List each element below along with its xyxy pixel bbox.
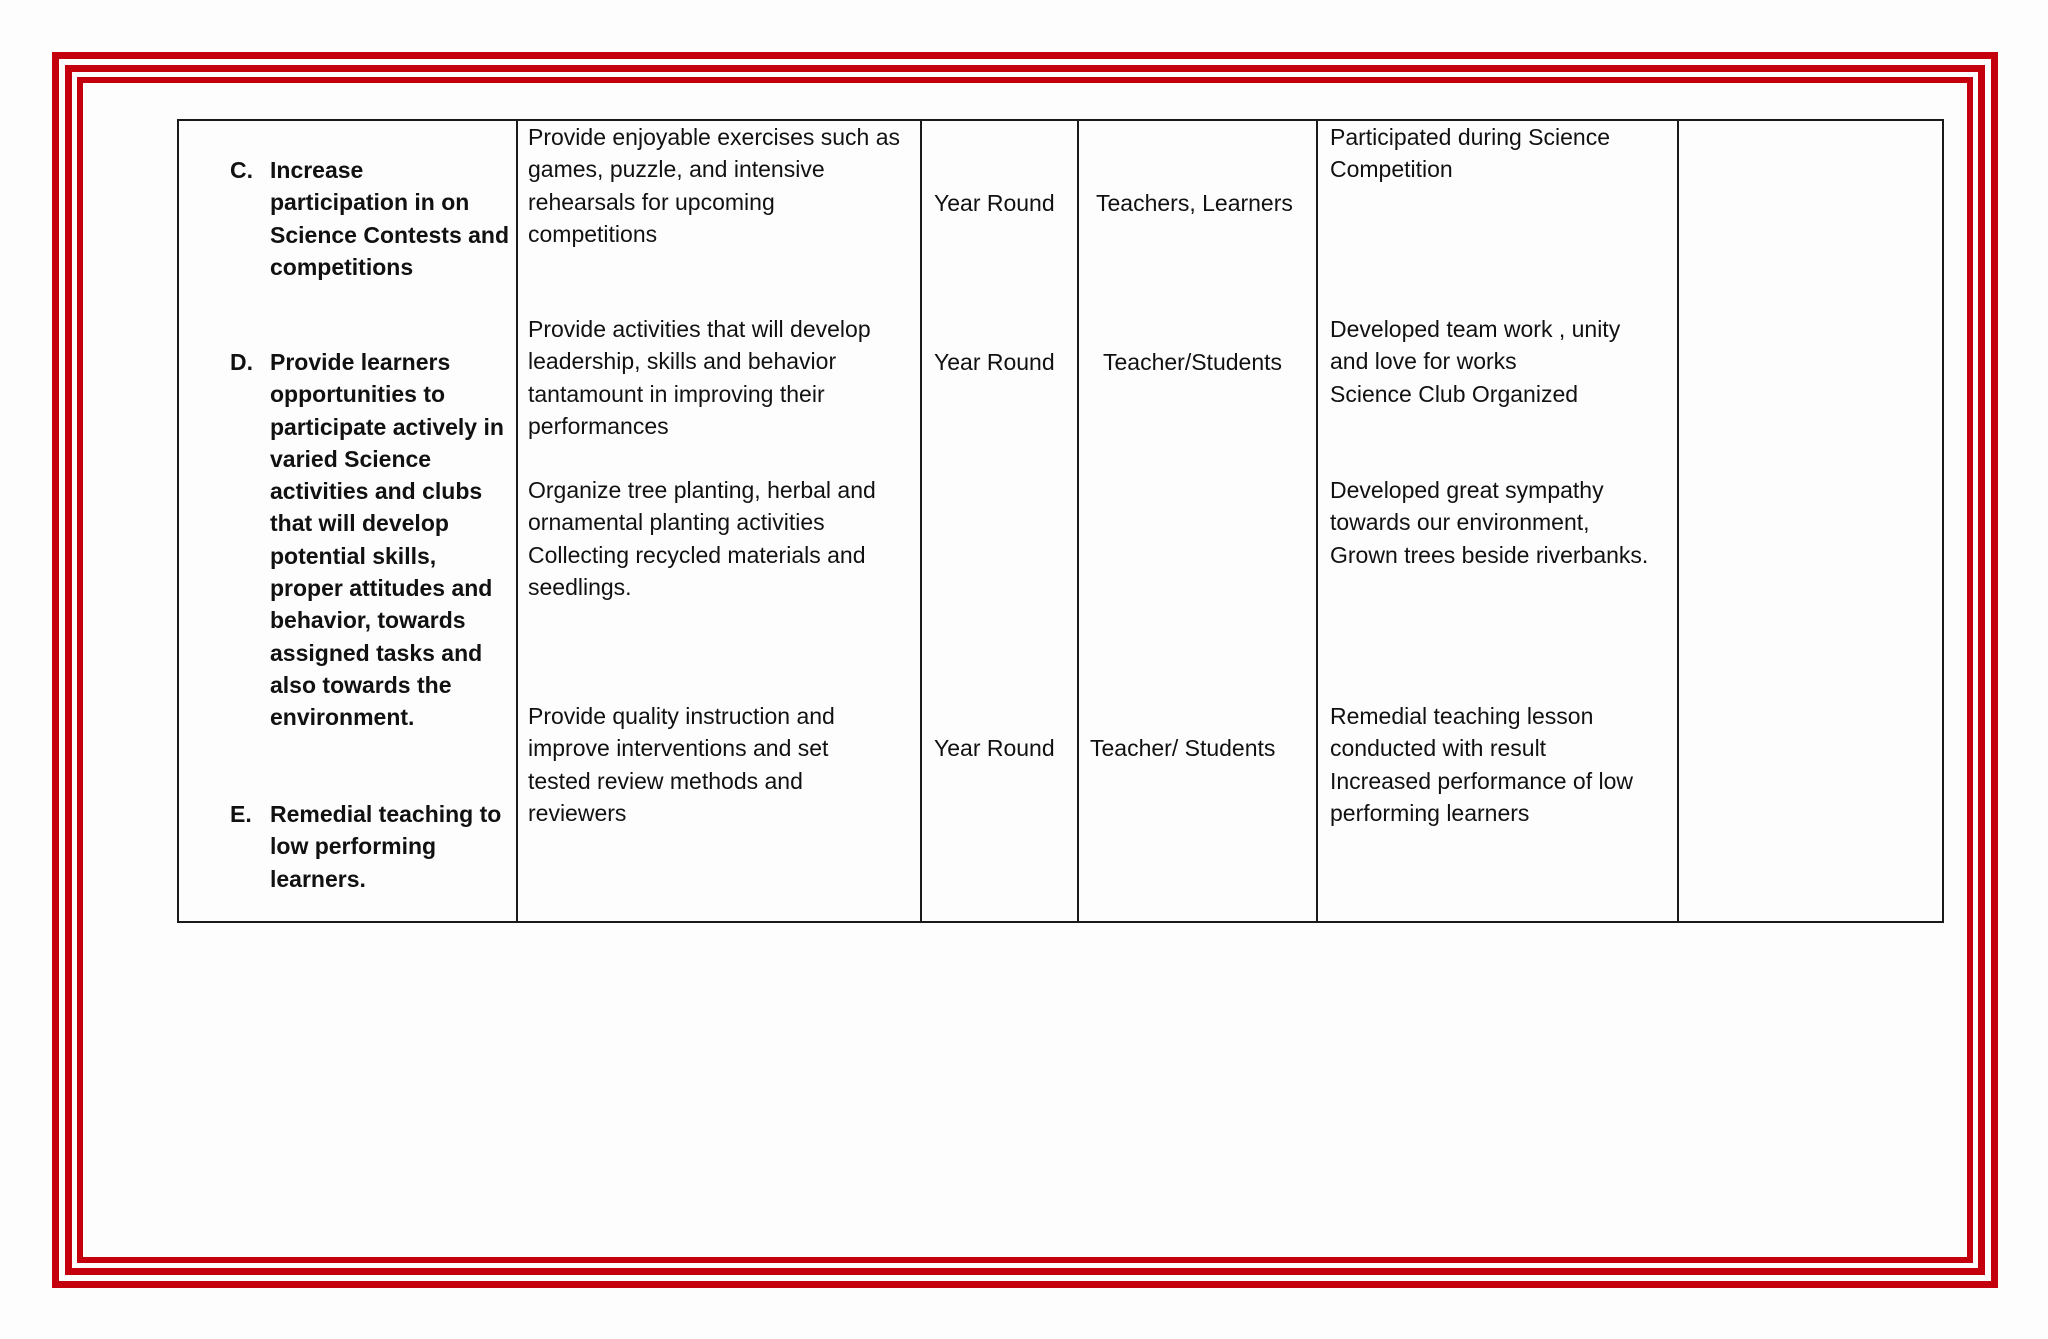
objective-line: environment.: [270, 704, 415, 731]
output-line: towards our environment,: [1330, 509, 1590, 536]
objective-line: that will develop: [270, 510, 449, 537]
outputs-cell: [1330, 313, 1620, 410]
objective-line: behavior, towards: [270, 607, 466, 634]
output-line: Grown trees beside riverbanks.: [1330, 541, 1649, 568]
timeframe-cell: Year Round: [934, 190, 1055, 216]
activity-line: rehearsals for upcoming: [528, 188, 775, 215]
objective-letter: D.: [230, 349, 253, 375]
timeframe-cell: Year Round: [934, 349, 1055, 375]
output-line: Competition: [1330, 156, 1453, 183]
objective-line: Remedial teaching to: [270, 801, 502, 827]
activity-line: ornamental planting activities: [528, 509, 825, 536]
activity-line: tested review methods and: [528, 767, 803, 794]
objective-line: proper attitudes and: [270, 575, 493, 602]
activities-cell: [528, 121, 900, 250]
activity-line: reviewers: [528, 799, 627, 826]
output-line: Science Club Organized: [1330, 380, 1579, 407]
outputs-cell: [1330, 474, 1648, 571]
objective-letter: C.: [230, 157, 253, 183]
column-divider: [920, 121, 922, 921]
activity-line: competitions: [528, 220, 658, 247]
activity-line: Provide activities that will develop: [528, 316, 871, 342]
objective-line: Provide learners: [270, 349, 451, 375]
output-line: performing learners: [1330, 799, 1530, 826]
activities-cell: [528, 474, 876, 603]
output-line: Participated during Science: [1330, 124, 1610, 150]
activities-cell: [528, 700, 835, 829]
objective-line: low performing: [270, 833, 437, 860]
objective-line: activities and clubs: [270, 478, 483, 505]
objective-line: also towards the: [270, 671, 452, 698]
output-line: Remedial teaching lesson: [1330, 703, 1594, 729]
persons-cell: Teacher/ Students: [1090, 735, 1276, 761]
objective-line: assigned tasks and: [270, 639, 483, 666]
activity-line: games, puzzle, and intensive: [528, 156, 825, 183]
activities-cell: [528, 313, 871, 442]
objective-line: varied Science: [270, 445, 432, 472]
objective-line: participation in on: [270, 189, 470, 216]
objective-line: competitions: [270, 253, 414, 280]
output-line: Developed great sympathy: [1330, 477, 1604, 503]
column-divider: [1077, 121, 1079, 921]
activity-line: leadership, skills and behavior: [528, 348, 837, 375]
output-line: Developed team work , unity: [1330, 316, 1621, 342]
output-line: and love for works: [1330, 348, 1517, 375]
outputs-cell: [1330, 700, 1633, 829]
objective-line: potential skills,: [270, 542, 437, 569]
timeframe-cell: Year Round: [934, 735, 1055, 761]
activity-line: seedlings.: [528, 573, 632, 600]
activity-line: Collecting recycled materials and: [528, 541, 866, 568]
objective-letter: E.: [230, 801, 252, 827]
output-line: conducted with result: [1330, 735, 1547, 762]
activity-line: improve interventions and set: [528, 735, 829, 762]
remarks-cell: [1679, 121, 1944, 921]
objective-line: participate actively in: [270, 413, 504, 440]
outputs-cell: [1330, 121, 1610, 186]
objective-line: Increase: [270, 157, 364, 183]
objective-line: Science Contests and: [270, 221, 510, 248]
activity-line: Provide enjoyable exercises such as: [528, 124, 901, 150]
objective-line: learners.: [270, 865, 366, 892]
persons-cell: Teacher/Students: [1103, 349, 1283, 375]
activity-line: Organize tree planting, herbal and: [528, 477, 876, 503]
objective-line: opportunities to: [270, 381, 446, 408]
activity-line: Provide quality instruction and: [528, 703, 835, 729]
activity-line: tantamount in improving their: [528, 380, 825, 407]
persons-cell: Teachers, Learners: [1096, 190, 1293, 216]
column-divider: [1316, 121, 1318, 921]
output-line: Increased performance of low: [1330, 767, 1633, 794]
column-divider: [516, 121, 518, 921]
action-plan-table: [177, 119, 1944, 923]
activity-line: performances: [528, 412, 669, 439]
